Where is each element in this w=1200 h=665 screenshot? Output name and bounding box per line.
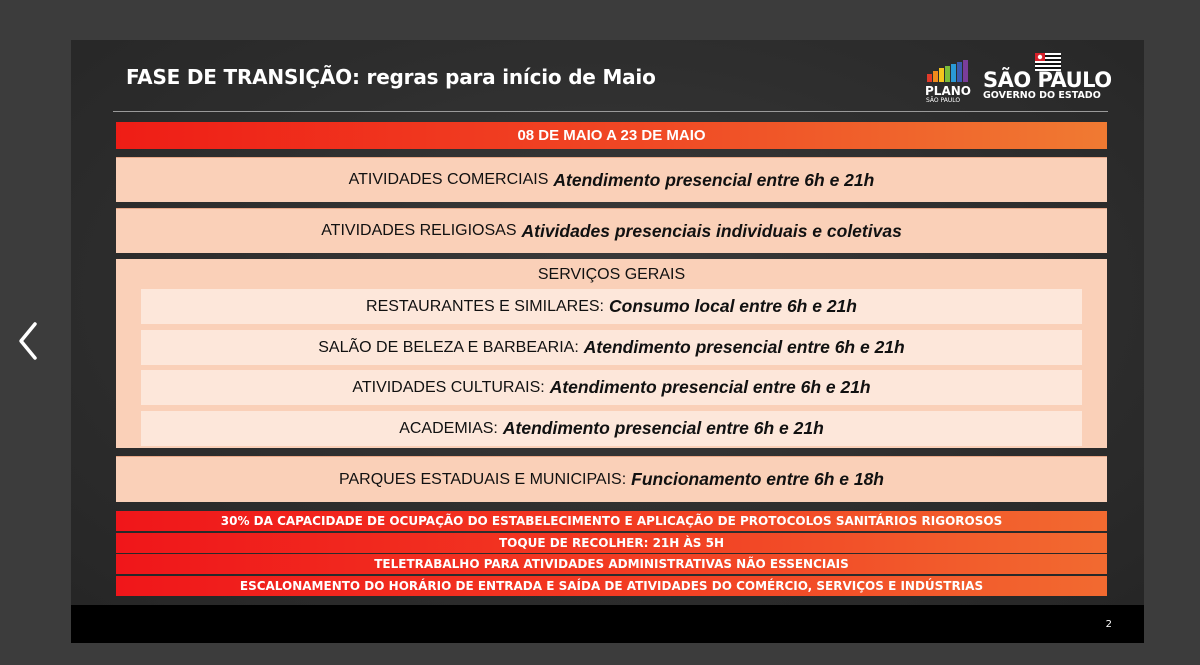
row-commercial-activities <box>116 157 1107 202</box>
row-category: ATIVIDADES COMERCIAIS <box>348 171 549 188</box>
row-parks <box>116 456 1107 502</box>
plano-logo-subtext: SÃO PAULO <box>926 97 961 104</box>
sao-paulo-logo-text: SÃO PAULO <box>983 68 1112 92</box>
bar-chart-logo-icon <box>927 60 969 82</box>
general-services-group <box>116 259 1107 448</box>
period-header: 08 DE MAIO A 23 DE MAIO <box>116 122 1107 149</box>
slide-title: FASE DE TRANSIÇÃO: regras para início de Maio <box>126 65 656 89</box>
row-category: PARQUES ESTADUAIS E MUNICIPAIS: <box>339 470 627 488</box>
service-description: Consumo local entre 6h e 21h <box>609 296 857 316</box>
title-divider <box>113 111 1108 112</box>
sao-paulo-government-logo <box>981 53 1111 105</box>
page-number: 2 <box>1105 619 1112 630</box>
slide-footer <box>71 605 1144 643</box>
slide <box>71 40 1144 605</box>
service-description: Atendimento presencial entre 6h e 21h <box>549 377 871 397</box>
row-religious-activities <box>116 208 1107 253</box>
service-item-restaurants <box>141 289 1082 324</box>
service-item-gyms <box>141 411 1082 446</box>
rule-item: 30% DA CAPACIDADE DE OCUPAÇÃO DO ESTABELECIMENTO E APLICAÇÃO DE PROTOCOLOS SANITÁRIOS RIGOROSOS <box>116 511 1107 531</box>
previous-slide-button[interactable] <box>12 318 46 364</box>
plano-logo-text: PLANO <box>925 84 971 98</box>
row-description: Funcionamento entre 6h e 18h <box>631 469 884 489</box>
service-description: Atendimento presencial entre 6h e 21h <box>502 418 824 438</box>
row-description: Atendimento presencial entre 6h e 21h <box>553 169 875 190</box>
rule-item: TOQUE DE RECOLHER: 21H ÀS 5H <box>116 533 1107 553</box>
service-category: ATIVIDADES CULTURAIS: <box>352 378 545 396</box>
rule-item: ESCALONAMENTO DO HORÁRIO DE ENTRADA E SAÍDA DE ATIVIDADES DO COMÉRCIO, SERVIÇOS E INDÚSTRIAS <box>116 576 1107 596</box>
chevron-left-icon <box>12 318 46 364</box>
plano-sao-paulo-logo <box>923 60 971 104</box>
service-category: SALÃO DE BELEZA E BARBEARIA: <box>318 338 579 356</box>
service-description: Atendimento presencial entre 6h e 21h <box>583 337 905 357</box>
general-services-title: SERVIÇOS GERAIS <box>537 266 686 283</box>
row-category: ATIVIDADES RELIGIOSAS <box>321 222 517 239</box>
service-item-cultural-activities <box>141 370 1082 405</box>
service-category: ACADEMIAS: <box>399 419 498 437</box>
row-description: Atividades presenciais individuais e coletivas <box>521 220 902 241</box>
service-category: RESTAURANTES E SIMILARES: <box>366 297 604 315</box>
service-item-beauty-salon <box>141 330 1082 365</box>
rule-item: TELETRABALHO PARA ATIVIDADES ADMINISTRATIVAS NÃO ESSENCIAIS <box>116 554 1107 574</box>
government-logo-subtext: GOVERNO DO ESTADO <box>983 90 1101 101</box>
rules-list <box>116 511 1107 597</box>
